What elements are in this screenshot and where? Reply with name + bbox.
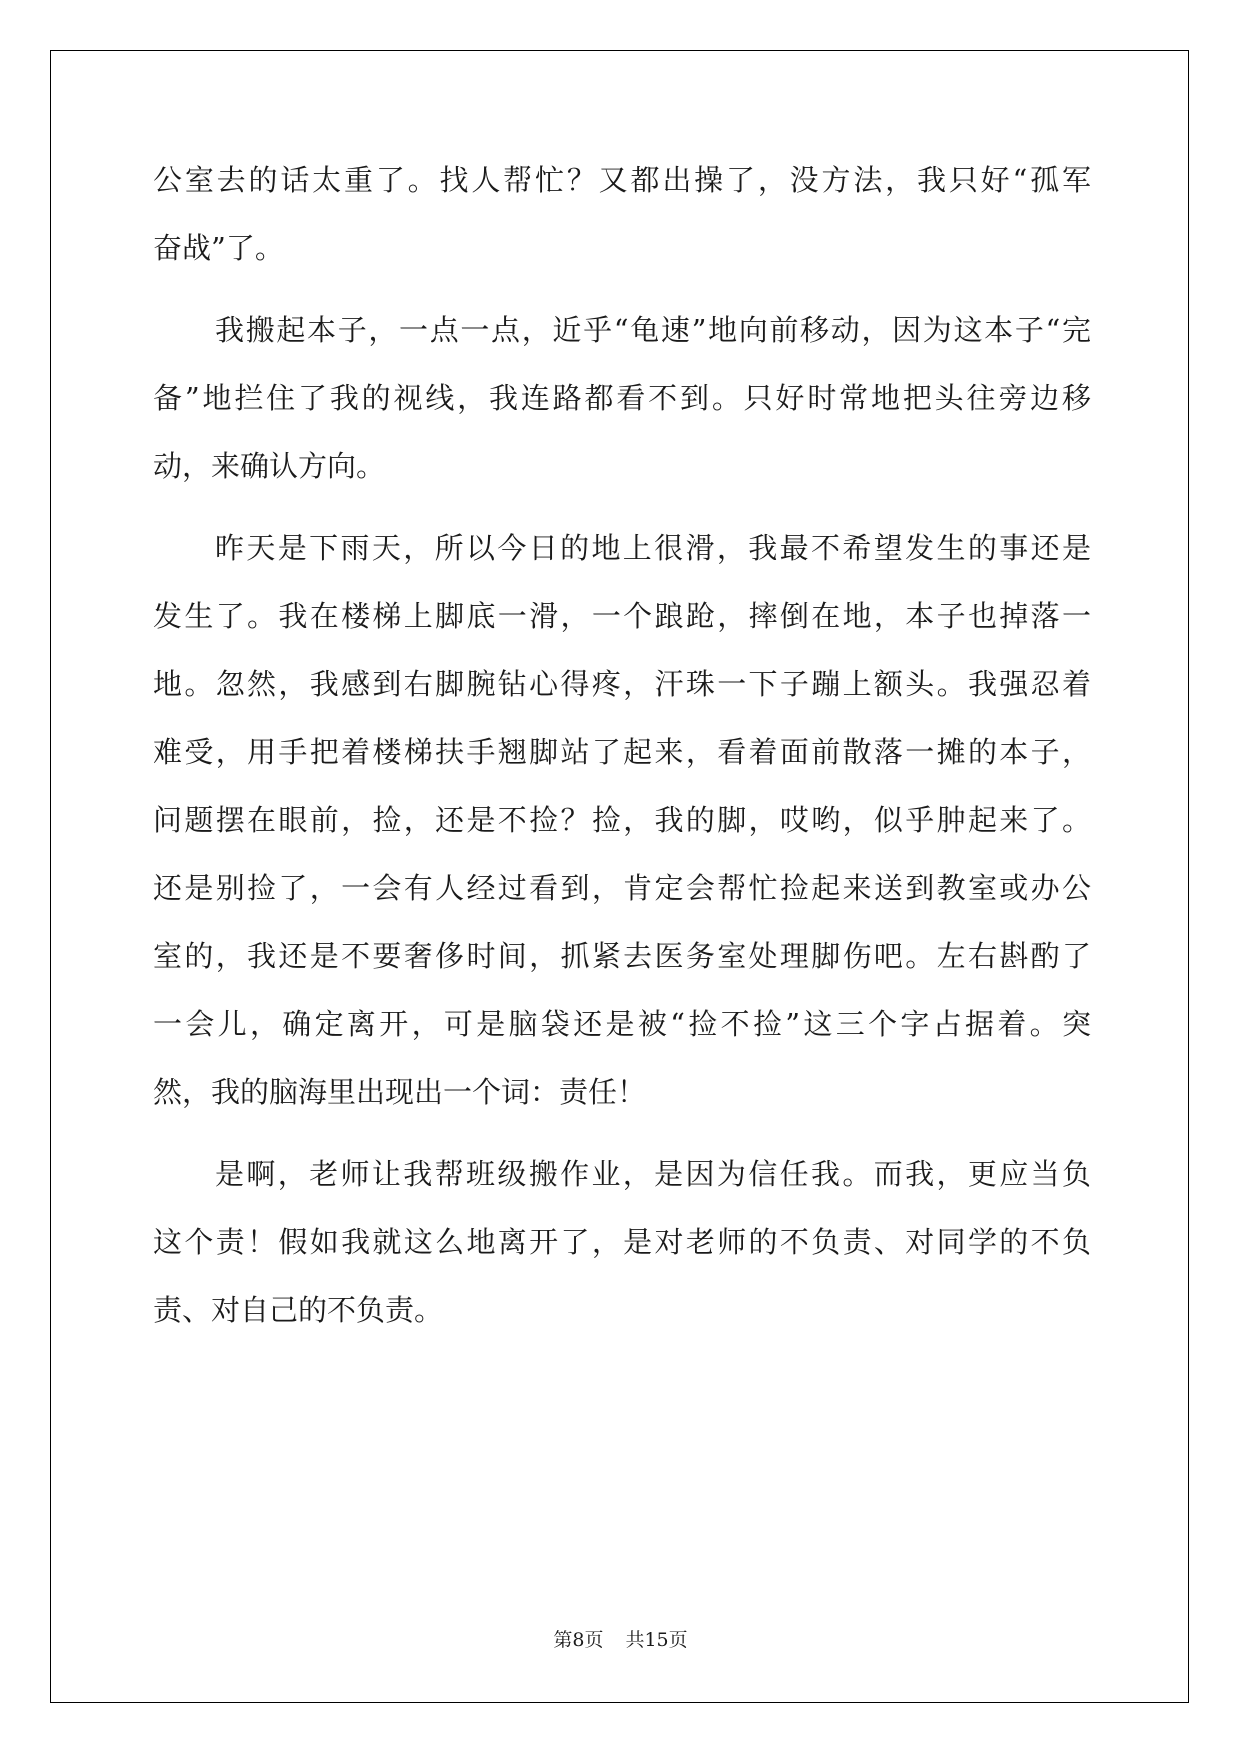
text-line: 备”地拦住了我的视线，我连路都看不到。只好时常地把头往旁边移	[153, 381, 1091, 415]
text-line: 我搬起本子，一点一点，近乎“龟速”地向前移动，因为这本子“完	[215, 313, 1091, 347]
text-line: 难受，用手把着楼梯扶手翘脚站了起来，看着面前散落一摊的本子，	[153, 735, 1091, 769]
page-footer	[0, 1625, 1241, 1652]
text-line: 然，我的脑海里出现出一个词：责任！	[153, 1075, 647, 1109]
text-line: 一会儿，确定离开，可是脑袋还是被“捡不捡”这三个字占据着。突	[153, 1007, 1091, 1041]
text-line: 问题摆在眼前，捡，还是不捡？捡，我的脚，哎哟，似乎肿起来了。	[153, 803, 1091, 837]
text-line: 责、对自己的不负责。	[153, 1293, 444, 1327]
page-number: 第8页	[553, 1629, 604, 1651]
text-line: 这个责！假如我就这么地离开了，是对老师的不负责、对同学的不负	[153, 1225, 1091, 1259]
text-line: 动，来确认方向。	[153, 449, 386, 483]
text-line: 是啊，老师让我帮班级搬作业，是因为信任我。而我，更应当负	[215, 1157, 1091, 1191]
text-line: 奋战”了。	[153, 231, 284, 265]
text-line: 室的，我还是不要奢侈时间，抓紧去医务室处理脚伤吧。左右斟酌了	[153, 939, 1091, 973]
text-line: 昨天是下雨天，所以今日的地上很滑，我最不希望发生的事还是	[215, 531, 1091, 565]
page-total: 共15页	[625, 1629, 688, 1651]
text-line: 还是别捡了，一会有人经过看到，肯定会帮忙捡起来送到教室或办公	[153, 871, 1091, 905]
text-line: 公室去的话太重了。找人帮忙？又都出操了，没方法，我只好“孤军	[153, 163, 1091, 197]
text-line: 地。忽然，我感到右脚腕钻心得疼，汗珠一下子蹦上额头。我强忍着	[153, 667, 1091, 701]
text-line: 发生了。我在楼梯上脚底一滑，一个踉跄，摔倒在地，本子也掉落一	[153, 599, 1091, 633]
